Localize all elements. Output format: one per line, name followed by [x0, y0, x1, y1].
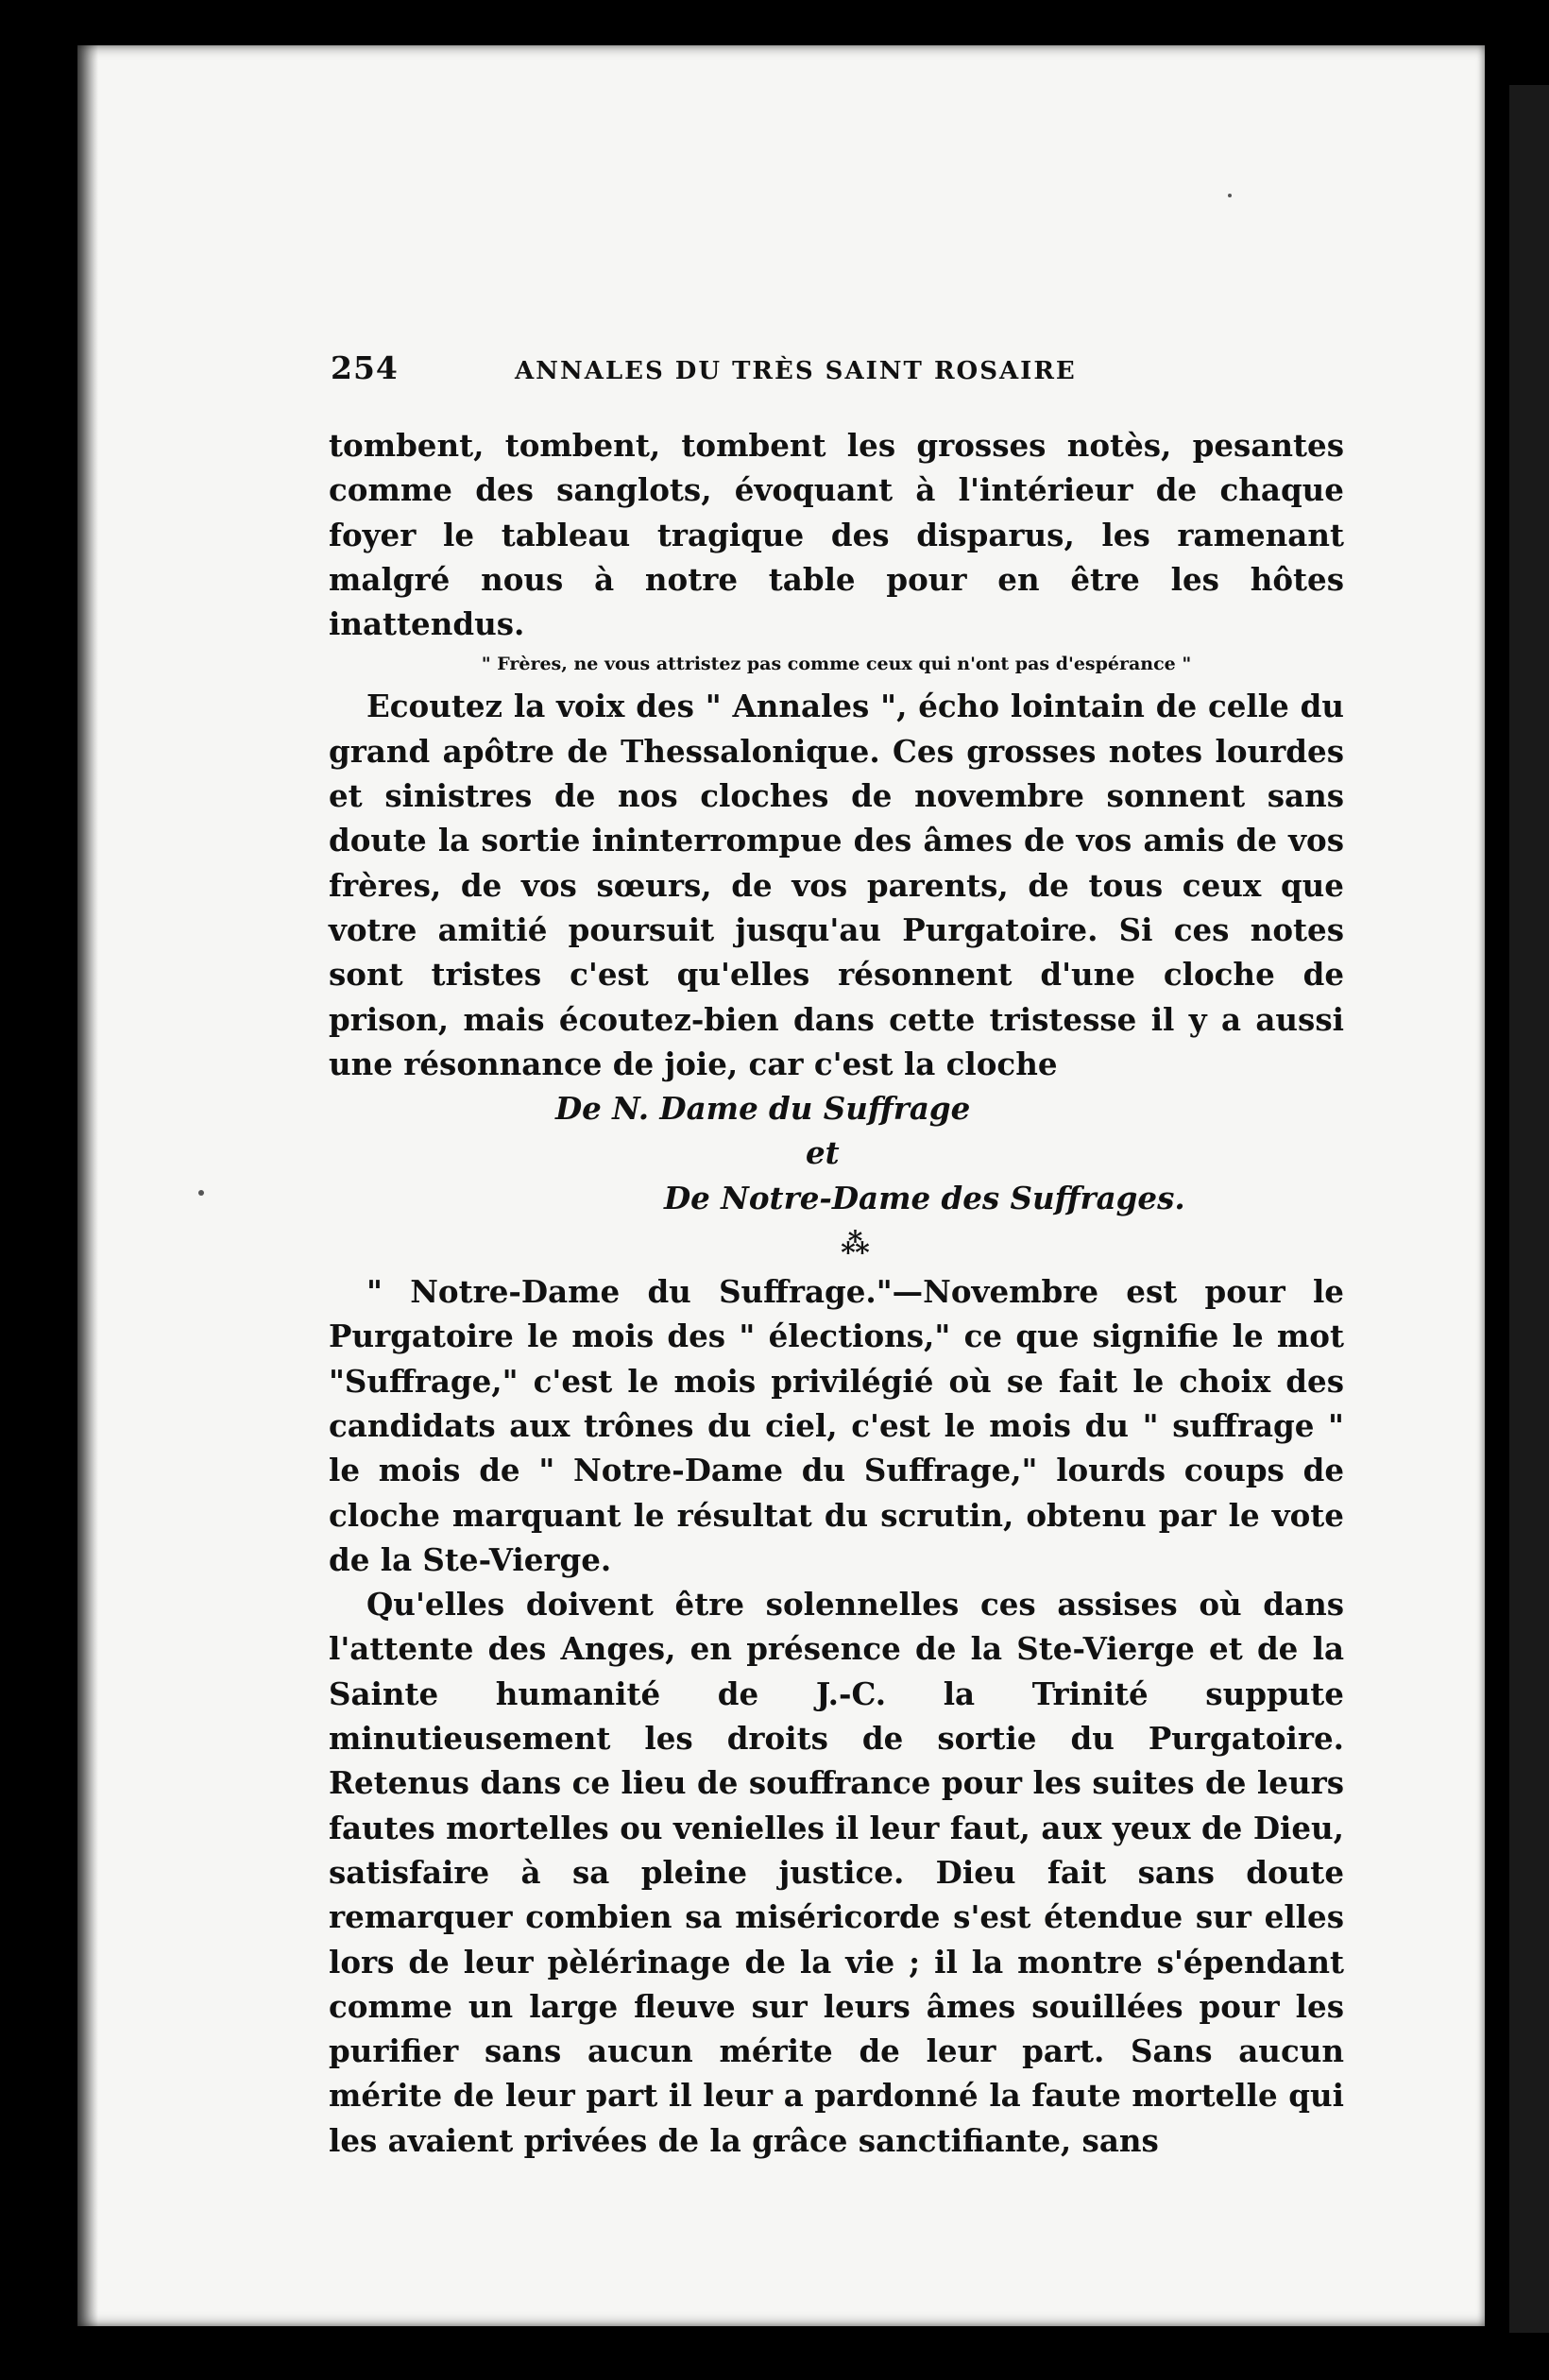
paragraph-3: " Notre-Dame du Suffrage."—Novembre est pour le Purgatoire le mois des " élections," ce que signifie le mot "Suffrage," c'est le mois privilégié où se fait le choix des candidats aux trônes du ciel, c'est le mois du " suffrage " le mois de " Notre-Dame du Suffrage," lourds coups de cloche marquant le résultat du scrutin, obtenu par le vote de la Ste-Vierge. [329, 1273, 1344, 1578]
epigraph: " Frères, ne vous attristez pas comme ceux qui n'ont pas d'espérance " [481, 654, 1192, 675]
gutter-shadow [77, 45, 98, 2326]
paragraph-4: Qu'elles doivent être solennelles ces assises où dans l'attente des Anges, en présence de la Ste-Vierge et de la Sainte humanité de J.-C. la Trinité suppute minutieusement les droits de sortie du Purgatoire. Retenus dans ce lieu de souffrance pour les suites de leurs fautes mortelles ou venielles il leur faut, aux yeux de Dieu, satisfaire à sa pleine justice. Dieu fait sans doute remarquer combien sa miséricorde s'est étendue sur elles lors de leur pèlérinage de la vie ; il la montre s'épendant comme un large fleuve sur leurs âmes souillées pour les purifier sans aucun mérite de leur part. Sans aucun mérite de leur part il leur a pardonné la faute mortelle qui les avaient privées de la grâce sanctifiante, sans [329, 1586, 1344, 2159]
running-title: ANNALES DU TRÈS SAINT ROSAIRE [515, 357, 1077, 385]
body-text [329, 423, 1344, 2163]
page-number: 254 [331, 349, 399, 386]
ink-speck [1228, 194, 1232, 197]
dedication-line-3: De Notre-Dame des Suffrages. [664, 1179, 1185, 1216]
dedication-line-1: De N. Dame du Suffrage [555, 1090, 971, 1128]
paragraph-1: tombent, tombent, tombent les grosses notès, pesantes comme des sanglots, évoquant à l'intérieur de chaque foyer le tableau tragique des disparus, les ramenant malgré nous à notre table pour en être les hôtes inattendus. [329, 427, 1344, 643]
ink-speck [198, 1190, 204, 1196]
dedication-line-2: et [806, 1134, 840, 1172]
paragraph-2: Ecoutez la voix des " Annales ", écho lointain de celle du grand apôtre de Thessalonique. Ces grosses notes lourdes et sinistres de nos cloches de novembre sonnent sans doute la sortie ininterrompue des âmes de vos amis de vos frères, de vos sœurs, de vos parents, de tous ceux que votre amitié poursuit jusqu'au Purgatoire. Si ces notes sont tristes c'est qu'elles résonnent d'une cloche de prison, mais écoutez-bien dans cette tristesse il y a aussi une résonnance de joie, car c'est la cloche [329, 688, 1344, 1082]
adjacent-page-sliver [1509, 85, 1549, 2333]
asterism-divider: ⁂ [841, 1228, 870, 1262]
running-header [331, 349, 1351, 397]
